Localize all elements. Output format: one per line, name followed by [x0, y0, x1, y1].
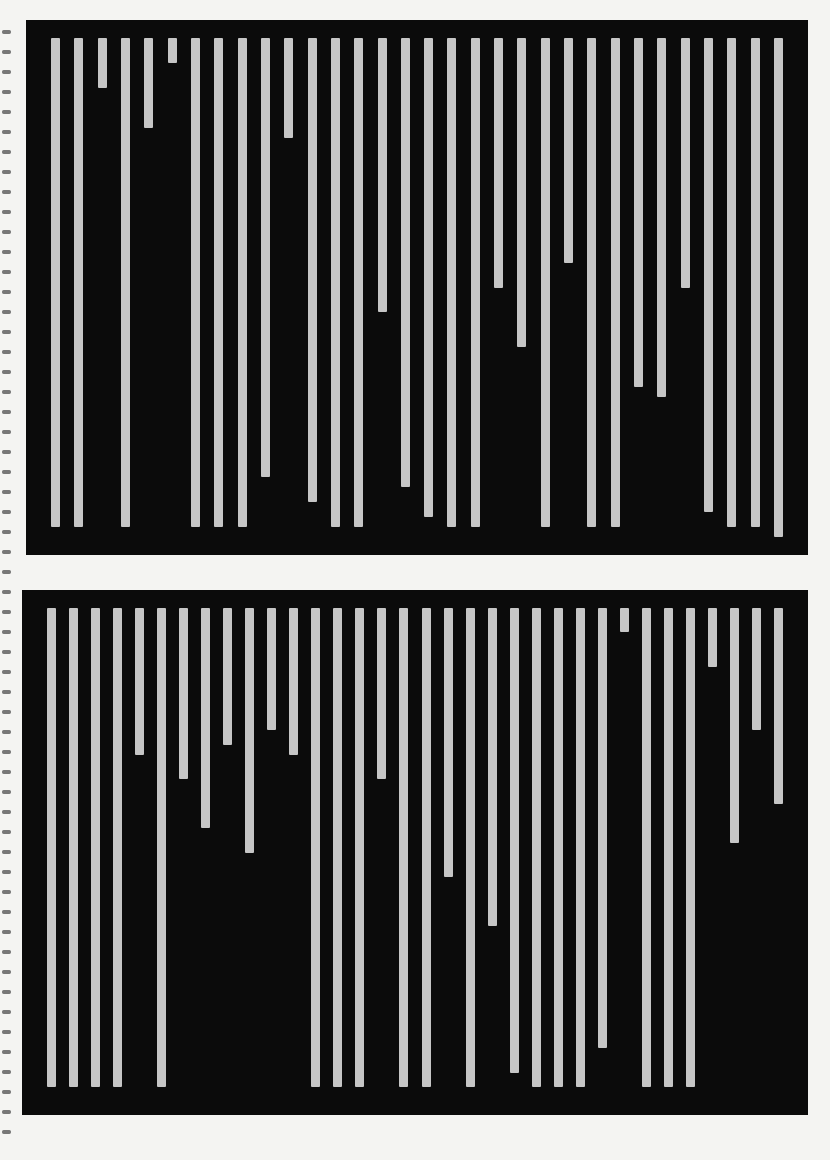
spiral-binding — [0, 0, 14, 1160]
text-column — [681, 38, 690, 288]
text-column — [311, 608, 320, 1087]
binding-hole — [2, 290, 11, 294]
binding-hole — [2, 590, 11, 594]
text-column — [47, 608, 56, 1087]
binding-hole — [2, 770, 11, 774]
binding-hole — [2, 890, 11, 894]
text-column — [422, 608, 431, 1087]
binding-hole — [2, 710, 11, 714]
text-column — [564, 38, 573, 263]
text-column — [354, 38, 363, 527]
binding-hole — [2, 1110, 11, 1114]
text-column — [157, 608, 166, 1087]
text-column — [223, 608, 232, 745]
text-column — [98, 38, 107, 88]
binding-hole — [2, 110, 11, 114]
binding-hole — [2, 690, 11, 694]
text-column — [620, 608, 629, 632]
binding-hole — [2, 350, 11, 354]
text-column — [642, 608, 651, 1087]
text-column — [51, 38, 60, 527]
binding-hole — [2, 970, 11, 974]
text-column — [113, 608, 122, 1087]
top-text-panel — [26, 20, 808, 555]
binding-hole — [2, 1030, 11, 1034]
binding-hole — [2, 150, 11, 154]
text-column — [168, 38, 177, 63]
text-column — [135, 608, 144, 755]
binding-hole — [2, 530, 11, 534]
binding-hole — [2, 850, 11, 854]
binding-hole — [2, 190, 11, 194]
binding-hole — [2, 630, 11, 634]
text-column — [510, 608, 519, 1073]
binding-hole — [2, 450, 11, 454]
binding-hole — [2, 790, 11, 794]
text-column — [598, 608, 607, 1048]
text-column — [121, 38, 130, 527]
binding-hole — [2, 730, 11, 734]
text-column — [74, 38, 83, 527]
text-column — [308, 38, 317, 502]
binding-hole — [2, 490, 11, 494]
binding-hole — [2, 1130, 11, 1134]
text-column — [144, 38, 153, 128]
text-column — [69, 608, 78, 1087]
text-column — [554, 608, 563, 1087]
text-column — [611, 38, 620, 527]
text-column — [727, 38, 736, 527]
text-column — [238, 38, 247, 527]
text-column — [424, 38, 433, 517]
binding-hole — [2, 950, 11, 954]
text-column — [378, 38, 387, 312]
binding-hole — [2, 90, 11, 94]
binding-hole — [2, 670, 11, 674]
binding-hole — [2, 310, 11, 314]
text-column — [532, 608, 541, 1087]
text-column — [494, 38, 503, 288]
text-column — [752, 608, 761, 730]
text-column — [355, 608, 364, 1087]
text-column — [444, 608, 453, 877]
binding-hole — [2, 570, 11, 574]
binding-hole — [2, 870, 11, 874]
text-column — [284, 38, 293, 138]
text-column — [517, 38, 526, 347]
binding-hole — [2, 910, 11, 914]
text-column — [774, 38, 783, 537]
text-column — [245, 608, 254, 853]
text-column — [267, 608, 276, 730]
binding-hole — [2, 210, 11, 214]
text-column — [401, 38, 410, 487]
text-column — [261, 38, 270, 477]
text-column — [751, 38, 760, 527]
text-column — [331, 38, 340, 527]
binding-hole — [2, 230, 11, 234]
text-column — [686, 608, 695, 1087]
text-column — [377, 608, 386, 779]
binding-hole — [2, 1010, 11, 1014]
text-column — [587, 38, 596, 527]
binding-hole — [2, 270, 11, 274]
binding-hole — [2, 650, 11, 654]
binding-hole — [2, 330, 11, 334]
text-column — [471, 38, 480, 527]
text-column — [447, 38, 456, 527]
text-column — [576, 608, 585, 1087]
text-column — [704, 38, 713, 512]
binding-hole — [2, 610, 11, 614]
binding-hole — [2, 130, 11, 134]
bottom-text-panel — [22, 590, 808, 1115]
binding-hole — [2, 1070, 11, 1074]
binding-hole — [2, 170, 11, 174]
binding-hole — [2, 370, 11, 374]
text-column — [399, 608, 408, 1087]
binding-hole — [2, 750, 11, 754]
text-column — [730, 608, 739, 843]
text-column — [664, 608, 673, 1087]
text-column — [191, 38, 200, 527]
binding-hole — [2, 390, 11, 394]
binding-hole — [2, 810, 11, 814]
text-column — [333, 608, 342, 1087]
binding-hole — [2, 1050, 11, 1054]
binding-hole — [2, 510, 11, 514]
binding-hole — [2, 550, 11, 554]
binding-hole — [2, 930, 11, 934]
text-column — [466, 608, 475, 1087]
binding-hole — [2, 30, 11, 34]
binding-hole — [2, 1090, 11, 1094]
binding-hole — [2, 250, 11, 254]
text-column — [634, 38, 643, 387]
binding-hole — [2, 470, 11, 474]
text-column — [214, 38, 223, 527]
binding-hole — [2, 50, 11, 54]
text-column — [91, 608, 100, 1087]
text-column — [201, 608, 210, 828]
binding-hole — [2, 70, 11, 74]
binding-hole — [2, 990, 11, 994]
text-column — [541, 38, 550, 527]
text-column — [657, 38, 666, 397]
binding-hole — [2, 430, 11, 434]
text-column — [179, 608, 188, 779]
text-column — [708, 608, 717, 667]
text-column — [774, 608, 783, 804]
text-column — [289, 608, 298, 755]
binding-hole — [2, 410, 11, 414]
binding-hole — [2, 830, 11, 834]
text-column — [488, 608, 497, 926]
